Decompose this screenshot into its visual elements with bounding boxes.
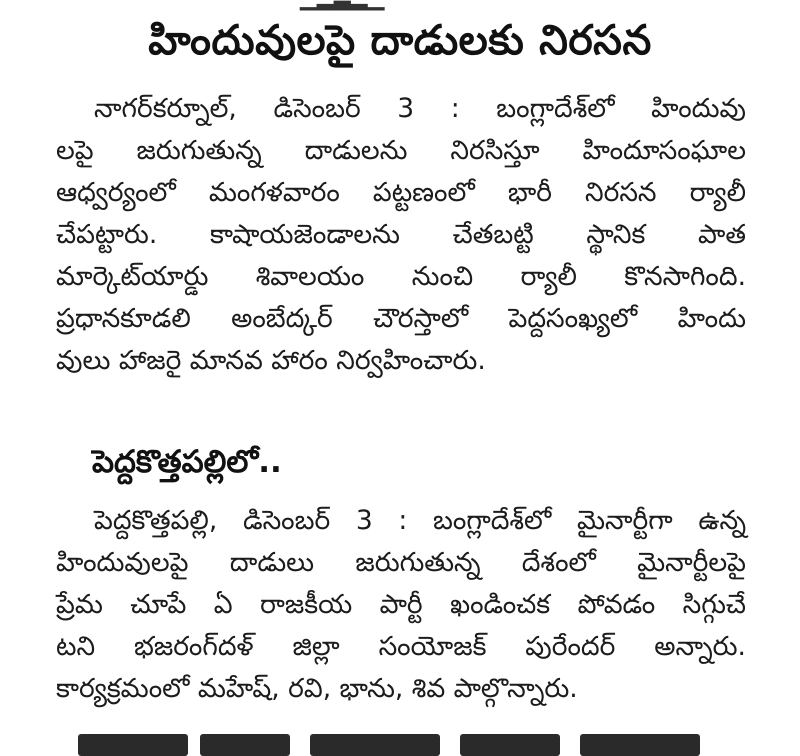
clipped-glyph-mark bbox=[310, 734, 440, 756]
paragraph-line: మార్కెట్‌యార్డు శివాలయం నుంచి ర్యాలీ కొనసాగింది. bbox=[56, 261, 746, 292]
paragraph-line: లపై జరుగుతున్న దాడులను నిరసిస్తూ హిందూసంఘాల bbox=[56, 135, 746, 166]
article-headline: హిందువులపై దాడులకు నిరసన bbox=[148, 16, 652, 64]
paragraph-line: వులు హాజరై మానవ హారం నిర్వహించారు. bbox=[56, 345, 486, 376]
article-paragraph-2 bbox=[56, 500, 746, 710]
paragraph-line: హిందువులపై దాడులు జరుగుతున్న దేశంలో మైనార్టీలపై bbox=[56, 547, 746, 578]
paragraph-line: నాగర్‌కర్నూల్, డిసెంబర్ 3 : బంగ్లాదేశ్‌లో హిందువు bbox=[94, 93, 746, 124]
paragraph-line: ప్రేమ చూపే ఏ రాజకీయ పార్టీ ఖండించక పోవడం సిగ్గుచే bbox=[56, 589, 746, 620]
paragraph-line: ఆధ్వర్యంలో మంగళవారం పట్టణంలో భారీ నిరసన ర్యాలీ bbox=[56, 177, 746, 208]
paragraph-line: ప్రధానకూడలి అంబేద్కర్ చౌరస్తాలో పెద్దసంఖ్యలో హిందు bbox=[56, 303, 746, 334]
article-paragraph-1 bbox=[56, 88, 746, 382]
clipped-glyph-mark bbox=[78, 734, 188, 756]
paragraph-line: పెద్దకొత్తపల్లి, డిసెంబర్ 3 : బంగ్లాదేశ్‌లో మైనార్టీగా ఉన్న bbox=[94, 505, 746, 536]
paragraph-line: కార్యక్రమంలో మహేష్, రవి, భాను, శివ పాల్గొన్నారు. bbox=[56, 673, 578, 704]
clipped-glyph-mark bbox=[460, 734, 560, 756]
article-subheading: పెద్దకొత్తపల్లిలో.. bbox=[92, 444, 282, 480]
paragraph-line: చేపట్టారు. కాషాయజెండాలను చేతబట్టి స్థానిక పాత bbox=[56, 219, 746, 250]
clipped-previous-article-fragment bbox=[0, 0, 800, 9]
paragraph-line: టని భజరంగ్‌దళ్ జిల్లా సంయోజక్ పురేందర్ అన్నారు. bbox=[56, 631, 746, 662]
clipped-glyph-mark bbox=[200, 734, 290, 756]
clipped-glyph-mark bbox=[580, 734, 700, 756]
clipped-next-article-fragment bbox=[0, 728, 800, 745]
